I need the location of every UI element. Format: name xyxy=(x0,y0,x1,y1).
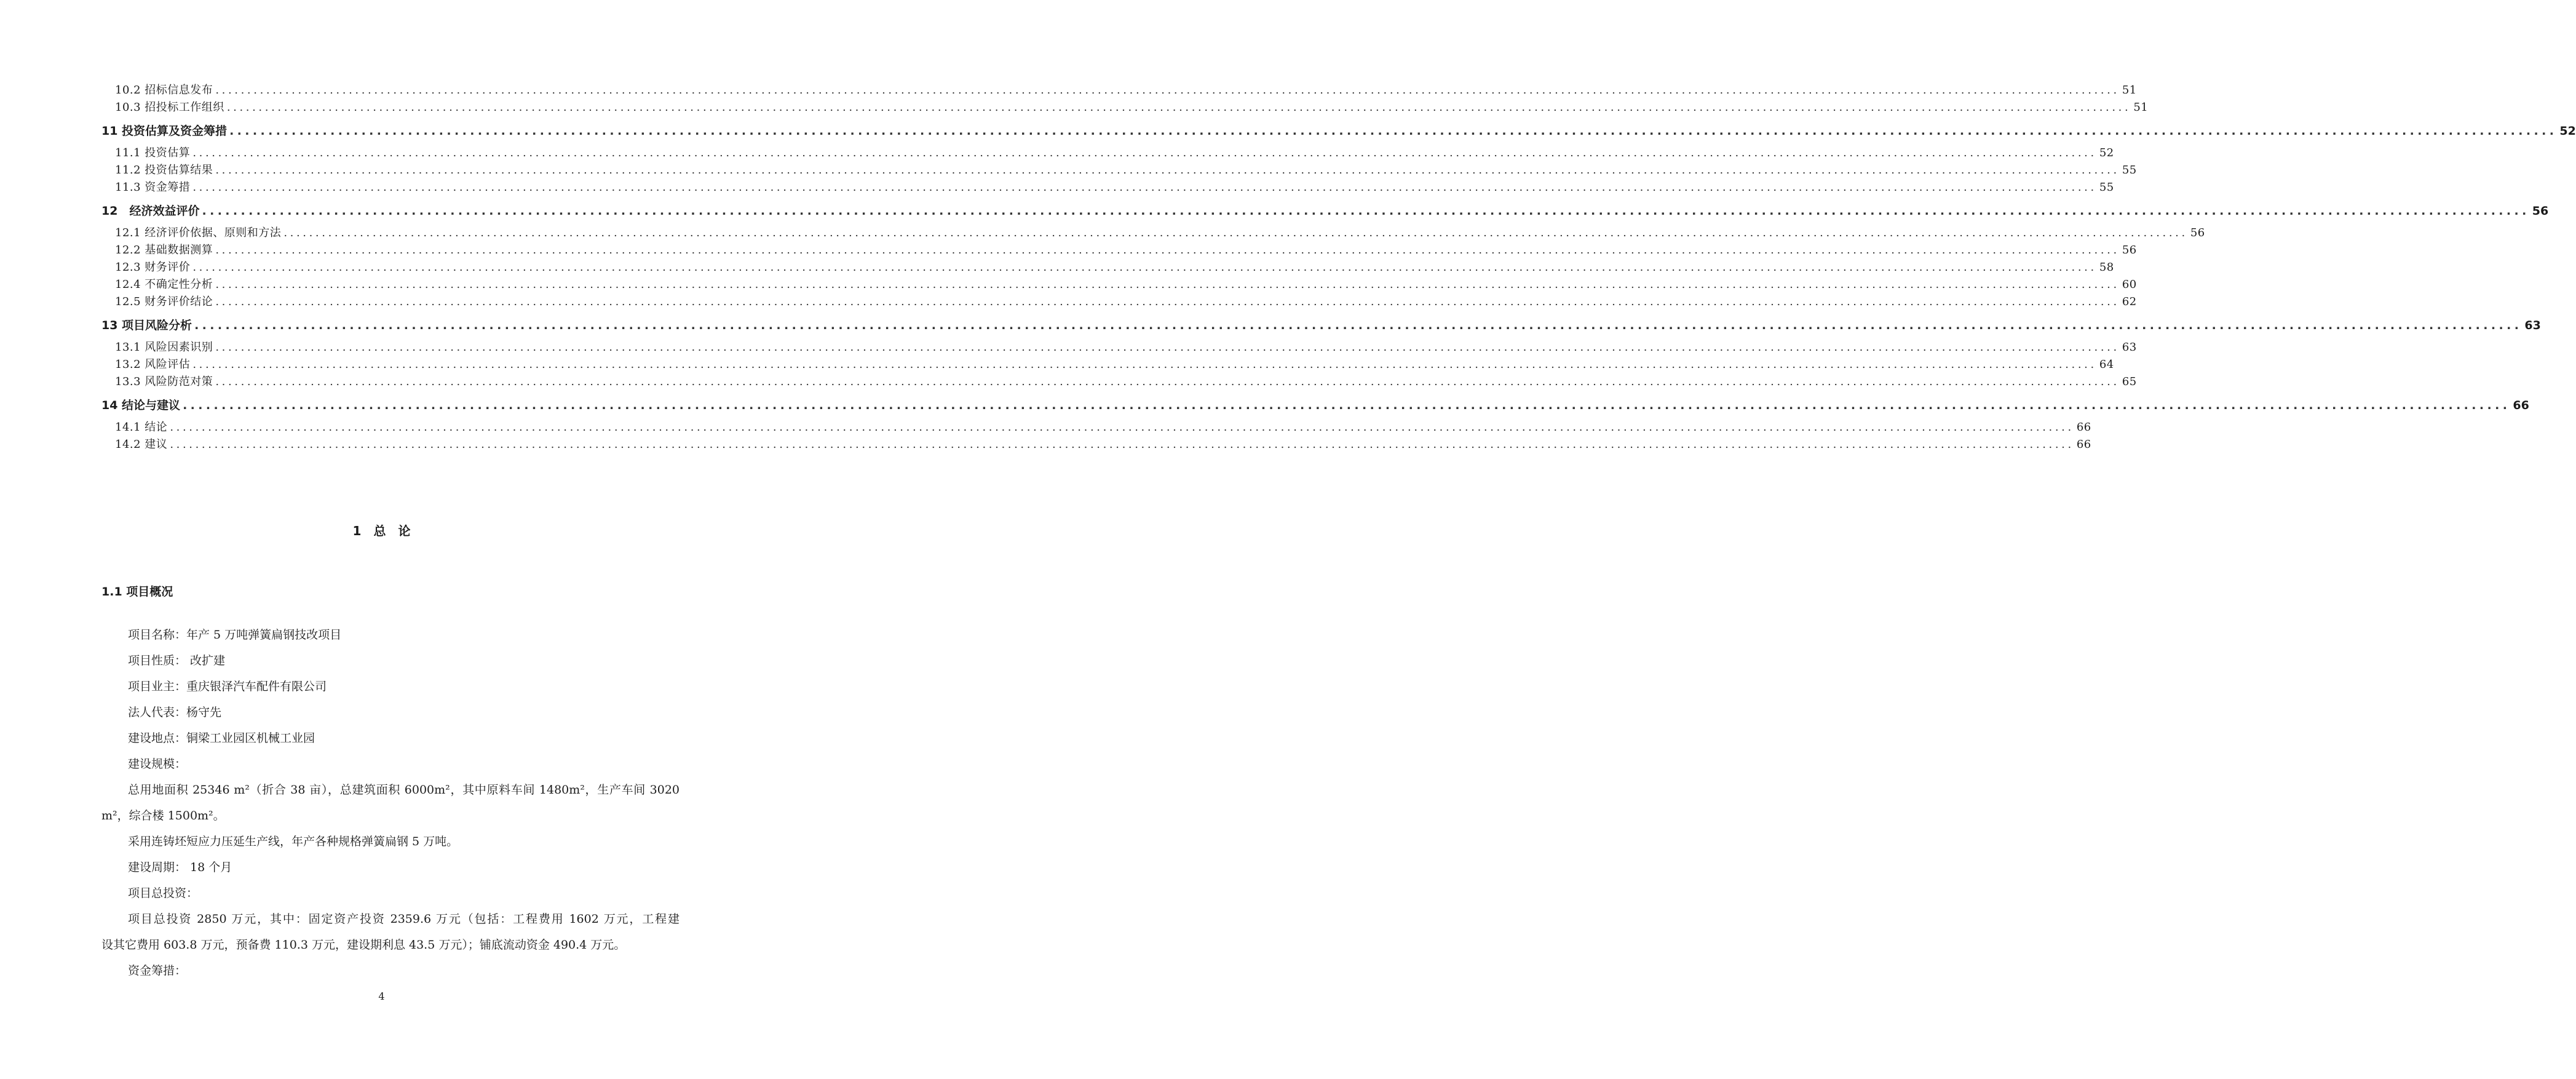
toc-entry-label: 14.2 建议 xyxy=(115,438,168,451)
toc-entry-page: 66 xyxy=(2076,438,2091,451)
toc-entry-page: 58 xyxy=(2099,261,2114,274)
toc-chapter-entry[interactable] xyxy=(101,396,2529,415)
toc-leader-dots: ............................................................................................................................................................................................................................................................................................................ xyxy=(229,124,2558,138)
toc-entry-page: 66 xyxy=(2076,421,2091,434)
toc-entry-page: 52 xyxy=(2099,146,2114,159)
toc-entry-page: 56 xyxy=(2122,244,2137,257)
toc-entry-label: 11.3 资金筹措 xyxy=(115,181,191,194)
body-paragraph: 项目性质： 改扩建 xyxy=(128,654,226,667)
toc-entry-label: 12.3 财务评价 xyxy=(115,261,191,274)
toc-entry-page: 51 xyxy=(2133,101,2149,114)
toc-entry-label: 12.2 基础数据测算 xyxy=(115,244,213,257)
toc-entry-label: 11.1 投资估算 xyxy=(115,146,191,159)
toc-leader-dots: ............................................................................................................................................................................................................................................................................................................ xyxy=(215,244,2120,257)
toc-leader-dots: ............................................................................................................................................................................................................................................................................................................ xyxy=(192,146,2097,159)
toc-chapter-entry[interactable] xyxy=(101,316,2541,335)
body-text xyxy=(101,622,680,984)
toc-leader-dots: ............................................................................................................................................................................................................................................................................................................ xyxy=(215,295,2120,308)
body-paragraph: m²，综合楼 1500m²。 xyxy=(101,809,225,822)
toc-section-entry[interactable] xyxy=(101,293,2137,311)
toc-entry-page: 56 xyxy=(2190,226,2205,239)
toc-section-entry[interactable] xyxy=(101,356,2114,373)
toc-section-entry[interactable] xyxy=(101,242,2137,259)
toc-leader-dots: ............................................................................................................................................................................................................................................................................................................ xyxy=(215,278,2120,291)
toc-leader-dots: ............................................................................................................................................................................................................................................................................................................ xyxy=(215,341,2120,354)
toc-entry-label: 13 项目风险分析 xyxy=(101,319,192,332)
toc-leader-dots: ............................................................................................................................................................................................................................................................................................................ xyxy=(215,375,2120,388)
toc-entry-page: 64 xyxy=(2099,358,2114,371)
toc-section-entry[interactable] xyxy=(101,419,2091,436)
toc-entry-label: 13.3 风险防范对策 xyxy=(115,375,213,388)
body-paragraph: 建设周期： 18 个月 xyxy=(128,861,232,874)
toc-entry-label: 14 结论与建议 xyxy=(101,399,181,412)
chapter-title: 1 总 论 xyxy=(352,524,411,538)
toc-entry-page: 65 xyxy=(2122,375,2137,388)
toc-entry-label: 11 投资估算及资金筹措 xyxy=(101,124,228,138)
section-title: 1.1 项目概况 xyxy=(101,585,173,599)
toc-section-entry[interactable] xyxy=(101,145,2114,162)
toc-entry-page: 66 xyxy=(2513,399,2529,412)
toc-entry-label: 14.1 结论 xyxy=(115,421,168,434)
toc-entry-page: 56 xyxy=(2532,204,2549,218)
toc-section-entry[interactable] xyxy=(101,162,2137,179)
toc-entry-page: 51 xyxy=(2122,84,2137,97)
body-paragraph: 设其它费用 603.8 万元，预备费 110.3 万元，建设期利息 43.5 万元）；铺底流动资金 490.4 万元。 xyxy=(101,938,626,952)
toc-leader-dots: ............................................................................................................................................................................................................................................................................................................ xyxy=(226,101,2131,114)
toc-chapter-entry[interactable] xyxy=(101,202,2549,220)
toc-leader-dots: ............................................................................................................................................................................................................................................................................................................ xyxy=(194,319,2522,332)
toc-leader-dots: ............................................................................................................................................................................................................................................................................................................ xyxy=(170,421,2074,434)
body-paragraph: 项目业主：重庆银泽汽车配件有限公司 xyxy=(128,680,327,693)
toc-entry-page: 60 xyxy=(2122,278,2137,291)
toc-entry-page: 55 xyxy=(2122,164,2137,177)
toc-entry-page: 55 xyxy=(2099,181,2114,194)
toc-section-entry[interactable] xyxy=(101,82,2137,99)
toc-entry-label: 12.1 经济评价依据、原则和方法 xyxy=(115,226,282,239)
toc-section-entry[interactable] xyxy=(101,276,2137,293)
body-paragraph: 项目总投资 2850 万元，其中：固定资产投资 2359.6 万元（包括：工程费用 1602 万元，工程建 xyxy=(128,912,680,926)
body-paragraph: 建设地点：铜梁工业园区机械工业园 xyxy=(128,731,315,745)
toc-section-entry[interactable] xyxy=(101,373,2137,391)
toc-section-entry[interactable] xyxy=(101,339,2137,356)
toc-leader-dots: ............................................................................................................................................................................................................................................................................................................ xyxy=(183,399,2511,412)
toc-leader-dots: ............................................................................................................................................................................................................................................................................................................ xyxy=(202,204,2530,218)
body-paragraph: 法人代表：杨守先 xyxy=(128,706,222,719)
toc-leader-dots: ............................................................................................................................................................................................................................................................................................................ xyxy=(215,164,2120,177)
body-paragraph: 建设规模： xyxy=(128,757,187,771)
toc-entry-label: 10.2 招标信息发布 xyxy=(115,84,213,97)
body-paragraph: 采用连铸坯短应力压延生产线，年产各种规格弹簧扁钢 5 万吨。 xyxy=(128,835,459,848)
toc-chapter-entry[interactable] xyxy=(101,122,2576,140)
toc-entry-page: 63 xyxy=(2122,341,2137,354)
toc-section-entry[interactable] xyxy=(101,436,2091,453)
toc-leader-dots: ............................................................................................................................................................................................................................................................................................................ xyxy=(192,261,2097,274)
table-of-contents xyxy=(101,82,2576,453)
toc-entry-label: 12.4 不确定性分析 xyxy=(115,278,213,291)
toc-entry-page: 63 xyxy=(2524,319,2541,332)
toc-section-entry[interactable] xyxy=(101,179,2114,196)
body-paragraph: 总用地面积 25346 m²（折合 38 亩），总建筑面积 6000m²，其中原料车间 1480m²，生产车间 3020 xyxy=(128,783,680,797)
body-paragraph: 资金筹措： xyxy=(128,964,187,977)
toc-entry-label: 13.2 风险评估 xyxy=(115,358,191,371)
body-paragraph: 项目总投资： xyxy=(128,886,199,900)
page-number: 4 xyxy=(378,990,385,1002)
toc-section-entry[interactable] xyxy=(101,259,2114,276)
toc-entry-label: 13.1 风险因素识别 xyxy=(115,341,213,354)
toc-entry-page: 52 xyxy=(2559,124,2576,138)
toc-entry-label: 11.2 投资估算结果 xyxy=(115,164,213,177)
toc-entry-label: 12.5 财务评价结论 xyxy=(115,295,213,308)
toc-entry-label: 12 经济效益评价 xyxy=(101,204,200,218)
toc-leader-dots: ............................................................................................................................................................................................................................................................................................................ xyxy=(192,358,2097,371)
toc-leader-dots: ............................................................................................................................................................................................................................................................................................................ xyxy=(283,226,2188,239)
toc-section-entry[interactable] xyxy=(101,225,2205,242)
body-paragraph: 项目名称：年产 5 万吨弹簧扁钢技改项目 xyxy=(128,628,342,642)
toc-leader-dots: ............................................................................................................................................................................................................................................................................................................ xyxy=(215,84,2120,97)
toc-leader-dots: ............................................................................................................................................................................................................................................................................................................ xyxy=(170,438,2074,451)
toc-leader-dots: ............................................................................................................................................................................................................................................................................................................ xyxy=(192,181,2097,194)
toc-entry-page: 62 xyxy=(2122,295,2137,308)
toc-entry-label: 10.3 招投标工作组织 xyxy=(115,101,224,114)
toc-section-entry[interactable] xyxy=(101,99,2149,116)
